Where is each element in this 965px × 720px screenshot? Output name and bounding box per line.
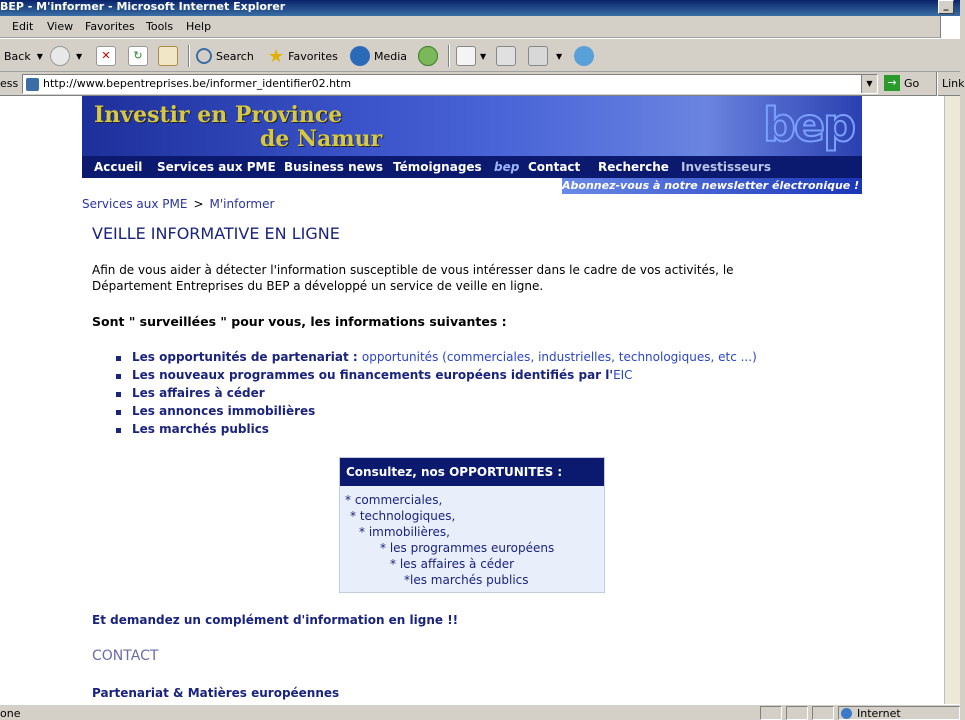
internet-zone-icon — [841, 708, 852, 719]
messenger-button[interactable] — [574, 44, 594, 68]
print-button[interactable] — [496, 44, 516, 68]
site-banner — [82, 96, 862, 156]
home-icon — [158, 46, 178, 66]
menu-view[interactable]: View — [47, 20, 74, 33]
intro-line-1: Afin de vous aider à détecter l'information susceptible de vous intéresser dans le cadre de vos activités, le — [92, 263, 734, 277]
chevron-down-icon[interactable]: ▼ — [36, 51, 43, 61]
messenger-icon — [574, 46, 594, 66]
history-icon — [418, 46, 438, 66]
mail-button[interactable] — [456, 44, 486, 68]
nav-business-news[interactable]: Business news — [284, 160, 383, 174]
vertical-scrollbar[interactable] — [944, 96, 960, 704]
list-item[interactable]: Les nouveaux programmes ou financements européens identifiés par l'EIC — [116, 368, 757, 386]
stop-icon: ✕ — [96, 46, 116, 66]
nav-investisseurs[interactable]: Investisseurs — [681, 160, 771, 174]
address-bar — [0, 72, 965, 96]
site-nav — [82, 156, 862, 178]
links-label[interactable]: Link — [942, 77, 965, 90]
address-label: ess — [0, 77, 19, 90]
windows-logo-icon — [940, 16, 960, 38]
nav-temoignages[interactable]: Témoignages — [393, 160, 482, 174]
banner-line-1: Investir en Province — [94, 102, 343, 128]
page-viewport — [0, 96, 960, 704]
go-label: Go — [904, 76, 920, 90]
breadcrumb — [82, 197, 274, 211]
favorites-label: Favorites — [288, 49, 338, 63]
chevron-down-icon[interactable]: ▼ — [556, 51, 563, 61]
zone-label: Internet — [857, 707, 901, 720]
bep-logo: bep — [762, 98, 854, 152]
nav-accueil[interactable]: Accueil — [94, 160, 143, 174]
contact-heading: CONTACT — [92, 648, 159, 664]
info-request-link[interactable]: Et demandez un complément d'information en ligne !! — [92, 613, 459, 627]
list-item[interactable]: Les affaires à céder — [116, 386, 757, 404]
list-item[interactable]: Les opportunités de partenariat : opportunités (commerciales, industrielles, technologiques, etc ...) — [116, 350, 757, 368]
chevron-down-icon[interactable]: ▼ — [76, 51, 83, 61]
menu-tools[interactable]: Tools — [146, 20, 174, 33]
search-button[interactable] — [196, 44, 254, 68]
edit-button[interactable] — [528, 44, 562, 68]
nav-contact[interactable]: Contact — [528, 160, 581, 174]
opportunities-box — [339, 457, 605, 593]
menu-favorites[interactable]: Favorites — [85, 20, 135, 33]
printer-icon — [496, 46, 516, 66]
go-arrow-icon: → — [884, 75, 900, 91]
breadcrumb-current[interactable]: M'informer — [209, 197, 275, 211]
media-icon — [350, 46, 370, 66]
page-title: VEILLE INFORMATIVE EN LIGNE — [92, 224, 340, 243]
mail-icon — [456, 46, 476, 66]
back-label: Back — [4, 49, 31, 63]
stop-button[interactable] — [96, 44, 116, 68]
page-icon — [26, 78, 39, 91]
list-item[interactable]: Les marchés publics — [116, 422, 757, 440]
refresh-button[interactable] — [128, 44, 148, 68]
opportunity-link[interactable]: * commerciales, — [345, 493, 443, 507]
nav-services[interactable]: Services aux PME — [157, 160, 276, 174]
star-icon: ★ — [268, 45, 285, 67]
window-title: BEP - M'informer - Microsoft Internet Explorer — [0, 0, 286, 13]
banner-line-2: de Namur — [260, 126, 383, 152]
history-button[interactable] — [418, 44, 438, 68]
search-icon — [196, 48, 212, 64]
nav-recherche[interactable]: Recherche — [598, 160, 669, 174]
chevron-down-icon[interactable]: ▼ — [480, 51, 487, 61]
opportunity-link[interactable]: * les programmes européens — [380, 541, 555, 555]
favorites-button[interactable] — [268, 44, 338, 68]
opportunity-link[interactable]: * les affaires à céder — [390, 557, 515, 571]
newsletter-link[interactable]: Abonnez-vous à notre newsletter électronique ! — [562, 178, 862, 194]
minimize-button[interactable]: _ — [938, 0, 954, 14]
refresh-icon: ↻ — [128, 46, 148, 66]
opportunity-link[interactable]: * technologiques, — [350, 509, 456, 523]
edit-icon — [528, 46, 548, 66]
contact-subheading[interactable]: Partenariat & Matières européennes — [92, 686, 340, 700]
media-button[interactable] — [350, 44, 407, 68]
newsletter-bar — [82, 178, 862, 194]
media-label: Media — [374, 49, 408, 63]
home-button[interactable] — [158, 44, 178, 68]
surveilled-heading: Sont " surveillées " pour vous, les informations suivantes : — [92, 314, 507, 329]
intro-line-2: Département Entreprises du BEP a développé un service de veille en ligne. — [92, 279, 544, 293]
status-text: one — [0, 707, 21, 720]
opportunity-link[interactable]: *les marchés publics — [404, 573, 529, 587]
menu-help[interactable]: Help — [186, 20, 212, 33]
opportunity-link[interactable]: * immobilières, — [359, 525, 450, 539]
address-url: http://www.bepentreprises.be/informer_identifier02.htm — [43, 77, 352, 90]
breadcrumb-separator: > — [193, 197, 204, 211]
information-list — [116, 350, 757, 440]
forward-arrow-icon — [50, 46, 70, 66]
list-item[interactable]: Les annonces immobilières — [116, 404, 757, 422]
menu-edit[interactable]: Edit — [12, 20, 34, 33]
address-input[interactable] — [22, 74, 878, 94]
nav-bep-logo[interactable]: bep — [494, 160, 520, 174]
forward-button[interactable] — [50, 44, 82, 68]
breadcrumb-parent[interactable]: Services aux PME — [82, 197, 188, 211]
go-button[interactable] — [884, 75, 919, 91]
window-title-bar — [0, 0, 960, 16]
back-button[interactable] — [4, 44, 43, 68]
opportunities-header: Consultez, nos OPPORTUNITES : — [340, 458, 604, 486]
address-dropdown-icon[interactable]: ▼ — [861, 75, 877, 93]
menu-bar — [0, 16, 960, 38]
status-bar — [0, 704, 960, 720]
search-label: Search — [216, 49, 254, 63]
toolbar — [0, 38, 960, 72]
